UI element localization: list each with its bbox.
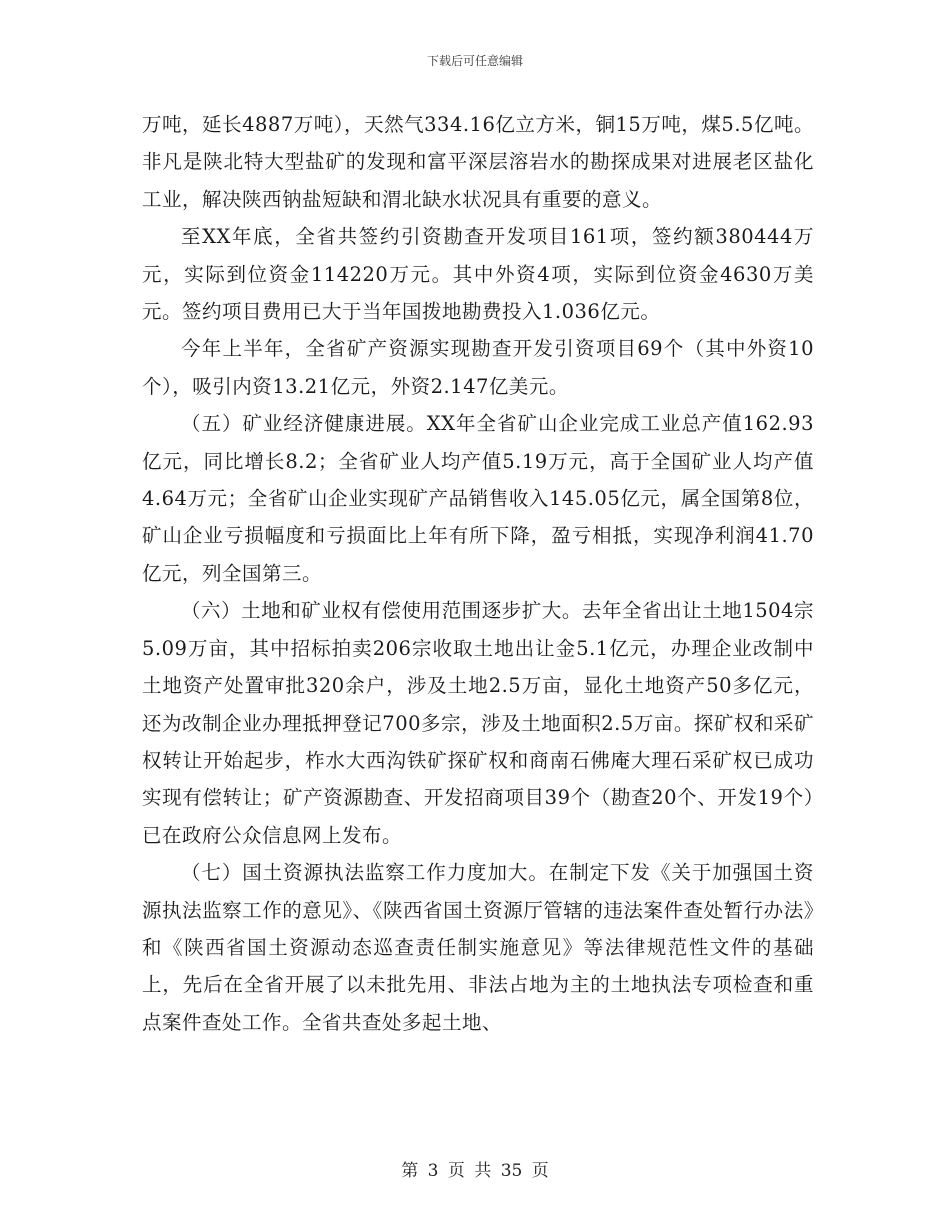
paragraph-section-five: （五）矿业经济健康进展。XX年全省矿山企业完成工业总产值162.93亿元，同比增长8.2；全省矿业人均产值5.19万元，高于全国矿业人均产值4.64万元；全省矿山企业实现矿产品销售收入145.05亿元，属全国第8位，矿山企业亏损幅度和亏损面比上年有所下降，盈亏相抵，实现净利润41.70亿元，列全国第三。 [142,412,814,585]
paragraph-continuation: 万吨，延长4887万吨），天然气334.16亿立方米，铜15万吨，煤5.5亿吨。非凡是陕北特大型盐矿的发现和富平深层溶岩水的勘探成果对进展老区盐化工业，解决陕西钠盐短缺和渭北缺水状况具有重要的意义。 [142,113,814,211]
page-number-footer: 第 3 页 共 35 页 [401,1161,549,1181]
paragraph-first-half-year: 今年上半年，全省矿产资源实现勘查开发引资项目69个（其中外资10个），吸引内资13.21亿元，外资2.147亿美元。 [142,337,814,398]
document-body [142,106,814,1041]
page-header-note: 下载后可任意编辑 [426,54,523,68]
paragraph-section-six: （六）土地和矿业权有偿使用范围逐步扩大。去年全省出让土地1504宗5.09万亩，其中招标拍卖206宗收取土地出让金5.1亿元，办理企业改制中土地资产处置审批320余户，涉及土地2.5万亩，显化土地资产50多亿元，还为改制企业办理抵押登记700多宗，涉及土地面积2.5万亩。探矿权和采矿权转让开始起步，柞水大西沟铁矿探矿权和商南石佛庵大理石采矿权已成功实现有偿转让；矿产资源勘查、开发招商项目39个（勘查20个、开发19个）已在政府公众信息网上发布。 [142,599,814,847]
paragraph-section-seven: （七）国土资源执法监察工作力度加大。在制定下发《关于加强国土资源执法监察工作的意见》、《陕西省国土资源厅管辖的违法案件查处暂行办法》和《陕西省国土资源动态巡查责任制实施意见》等法律规范性文件的基础上，先后在全省开展了以未批先用、非法占地为主的土地执法专项检查和重点案件查处工作。全省共查处多起土地、 [142,861,814,1034]
paragraph-investment-projects: 至XX年底，全省共签约引资勘查开发项目161项，签约额380444万元，实际到位资金114220万元。其中外资4项，实际到位资金4630万美元。签约项目费用已大于当年国拨地勘费投入1.036亿元。 [142,225,814,324]
